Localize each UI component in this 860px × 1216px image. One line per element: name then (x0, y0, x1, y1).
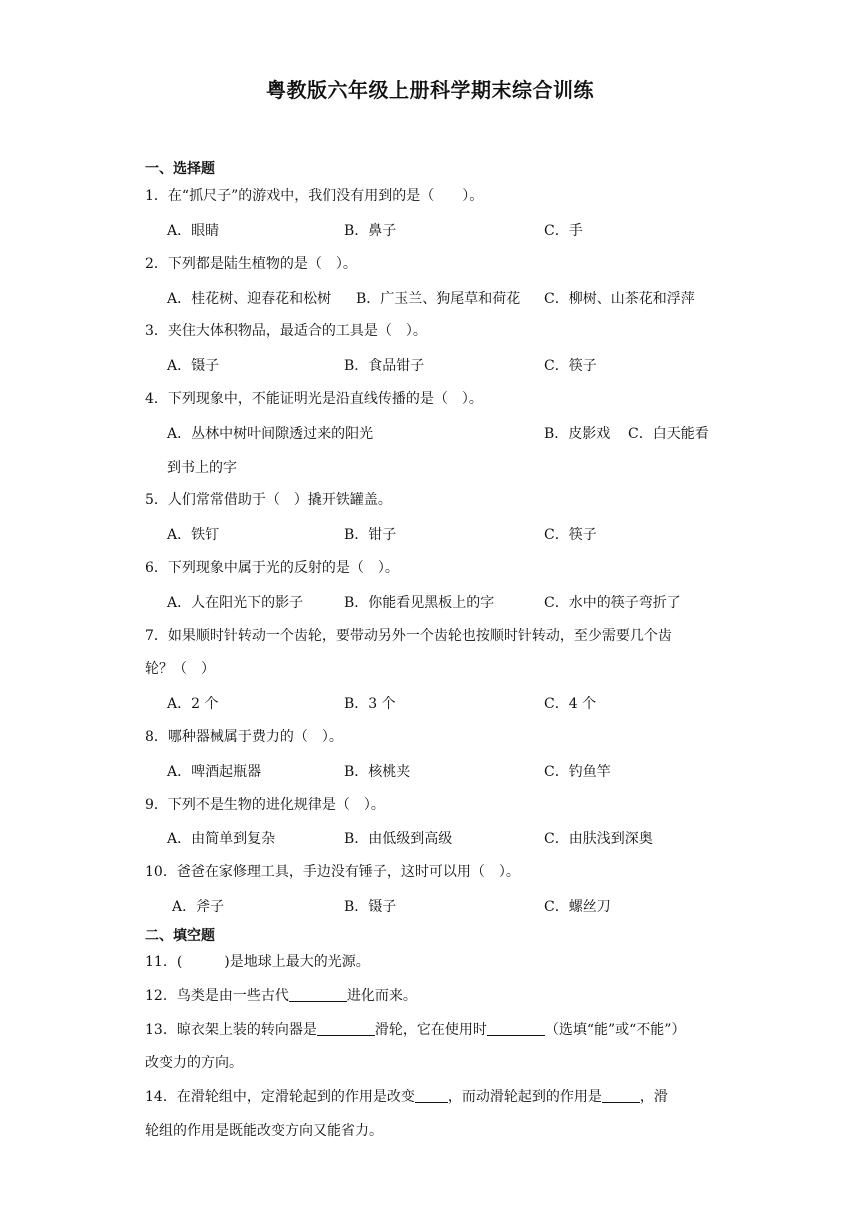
question-6: 6．下列现象中属于光的反射的是（ ）。 (145, 560, 399, 576)
question-7-line-2: 轮？（ ） (145, 661, 215, 677)
q6-option-b: B．你能看见黑板上的字 (344, 595, 495, 611)
question-14-line-1 (145, 1087, 668, 1107)
q4-option-b: B．皮影戏 (544, 426, 611, 442)
question-12 (145, 986, 417, 1006)
question-11: 11．( )是地球上最大的光源。 (145, 954, 370, 970)
question-3: 3．夹住大体积物品，最适合的工具是（ ）。 (145, 323, 427, 339)
q8-option-a: A．啤酒起瓶器 (167, 764, 262, 780)
page-title: 粤教版六年级上册科学期末综合训练 (266, 78, 594, 102)
q1-option-b: B．鼻子 (344, 223, 397, 239)
q3-option-c: C．筷子 (544, 358, 597, 374)
answer-blank[interactable] (317, 1021, 375, 1036)
question-4: 4．下列现象中，不能证明光是沿直线传播的是（ ）。 (145, 391, 483, 407)
q14-text-after: ，滑 (639, 1089, 668, 1105)
question-14-line-2: 轮组的作用是既能改变方向又能省力。 (145, 1123, 383, 1139)
q14-text-before: 14．在滑轮组中，定滑轮起到的作用是改变 (145, 1089, 415, 1105)
question-1: 1．在“抓尺子”的游戏中，我们没有用到的是（ ）。 (145, 188, 484, 204)
q13-text-middle: 滑轮，它在使用时 (374, 1022, 487, 1038)
q12-text-before: 12．鸟类是由一些古代 (145, 988, 289, 1004)
q4-option-c-continued: 到书上的字 (167, 460, 237, 476)
q9-option-c: C．由肤浅到深奥 (544, 831, 653, 847)
question-5: 5．人们常常借助于（ ）撬开铁罐盖。 (145, 492, 392, 508)
question-8: 8．哪种器械属于费力的（ ）。 (145, 729, 343, 745)
question-9: 9．下列不是生物的进化规律是（ ）。 (145, 797, 385, 813)
q3-option-a: A．镊子 (167, 358, 220, 374)
question-7-line-1: 7．如果顺时针转动一个齿轮，要带动另外一个齿轮也按顺时针转动，至少需要几个齿 (145, 628, 672, 644)
answer-blank[interactable] (602, 1088, 640, 1103)
question-13-line-1 (145, 1020, 685, 1040)
q13-text-after: （选填“能”或“不能”） (544, 1022, 686, 1038)
q9-option-a: A．由简单到复杂 (167, 831, 276, 847)
question-2: 2．下列都是陆生植物的是（ ）。 (145, 256, 357, 272)
q2-option-c: C．柳树、山茶花和浮萍 (544, 291, 695, 307)
q10-option-c: C．螺丝刀 (544, 899, 611, 915)
q2-option-b: B．广玉兰、狗尾草和荷花 (356, 291, 521, 307)
answer-blank[interactable] (289, 987, 347, 1002)
question-10: 10．爸爸在家修理工具，手边没有锤子，这时可以用（ ）。 (145, 864, 520, 880)
q2-option-a: A．桂花树、迎春花和松树 (167, 291, 332, 307)
q1-option-a: A．眼睛 (167, 223, 220, 239)
q10-option-a: A．斧子 (172, 899, 225, 915)
q13-text-before: 13．晾衣架上装的转向器是 (145, 1022, 317, 1038)
q14-text-middle: ，而动滑轮起到的作用是 (447, 1089, 602, 1105)
q7-option-b: B．3 个 (344, 696, 396, 712)
q3-option-b: B．食品钳子 (344, 358, 425, 374)
q7-option-a: A．2 个 (167, 696, 219, 712)
answer-blank[interactable] (487, 1021, 545, 1036)
answer-blank[interactable] (415, 1088, 448, 1103)
section-heading-fill: 二、填空题 (145, 928, 215, 944)
q4-option-a: A．丛林中树叶间隙透过来的阳光 (167, 426, 374, 442)
q5-option-b: B．钳子 (344, 527, 397, 543)
q5-option-a: A．铁钉 (167, 527, 220, 543)
q8-option-b: B．核桃夹 (344, 764, 411, 780)
q4-option-c: C．白天能看 (628, 426, 709, 442)
q9-option-b: B．由低级到高级 (344, 831, 453, 847)
q8-option-c: C．钓鱼竿 (544, 764, 611, 780)
question-13-line-2: 改变力的方向。 (145, 1055, 243, 1071)
q1-option-c: C．手 (544, 223, 583, 239)
q6-option-c: C．水中的筷子弯折了 (544, 595, 681, 611)
section-heading-choice: 一、选择题 (145, 161, 215, 177)
q6-option-a: A．人在阳光下的影子 (167, 595, 304, 611)
q7-option-c: C．4 个 (544, 696, 597, 712)
q12-text-after: 进化而来。 (346, 988, 417, 1004)
q5-option-c: C．筷子 (544, 527, 597, 543)
q10-option-b: B．镊子 (344, 899, 397, 915)
